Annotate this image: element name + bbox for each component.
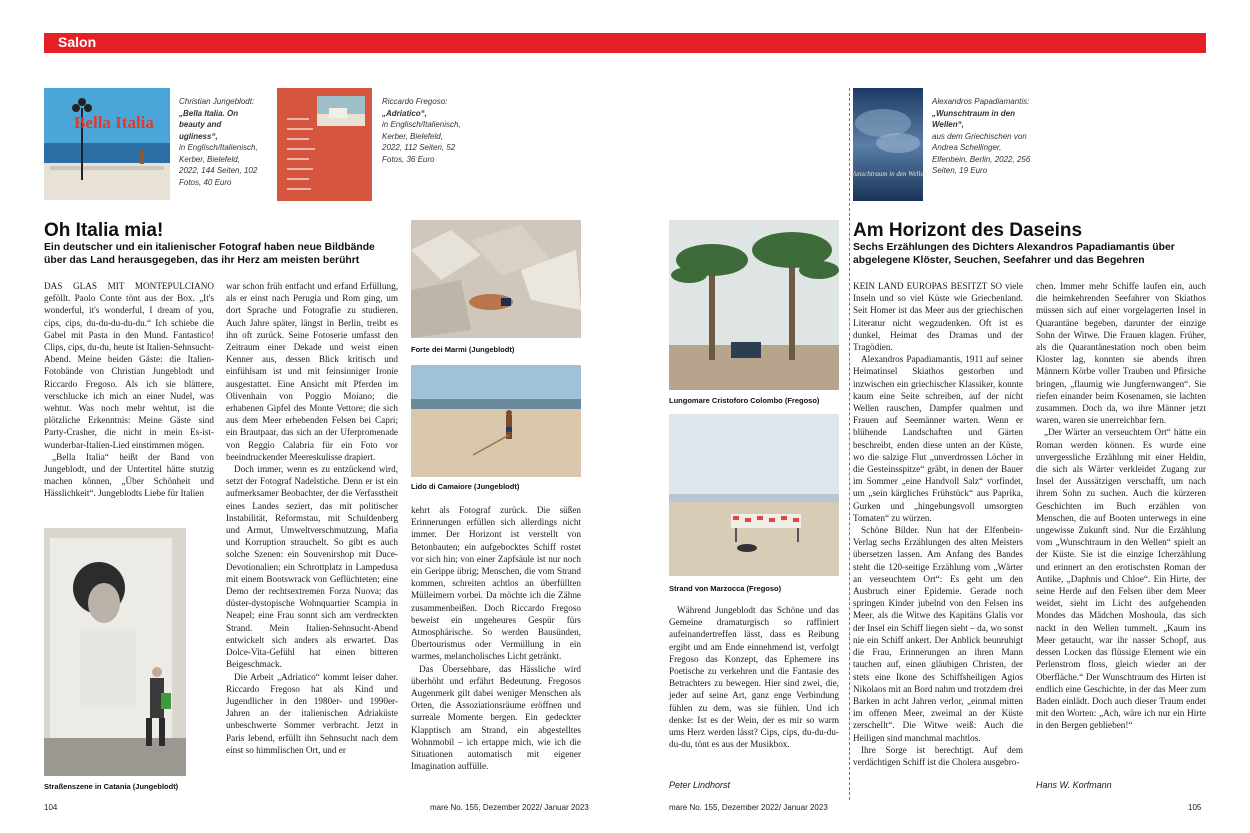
a1-col3-p1: kehrt als Fotograf zurück. Die süßen Erinnerungen erfüllen sich allerdings nicht immer. Der Horizont ist verstellt von Betonbauten; ein aufgebocktes Schiff rostet vor sich hin; von einer Zapfsäule ist nur noch ein Gerippe übrig; Menschen, die vom Strand kommen, schreiten achtlos an überfüllten Mülleimern vorbei. Da möchte ich die Zähne zusammenbeißen. Doch Riccardo Fregoso beweist ein ungeheures Gespür fürs Atmosphärische. So werden Bausünden, Übertourismus oder Vermüllung in ein warmes, melancholisches Licht getränkt.: [411, 505, 581, 662]
article2-headline: Am Horizont des Daseins: [853, 220, 1083, 241]
caption-marzocca: Strand von Marzocca (Fregoso): [669, 584, 782, 593]
article1-col3: [411, 504, 581, 794]
book-cover-adriatico: [277, 88, 372, 201]
book1-title: „Bella Italia. On beauty and ugliness“,: [179, 108, 239, 141]
cover3-title-text: Wunschtraum in den Wellen: [848, 170, 928, 178]
caption-forte-dei-marmi: Forte dei Marmi (Jungeblodt): [411, 345, 515, 354]
caption-lido-di-camaiore: Lido di Camaiore (Jungeblodt): [411, 482, 520, 491]
a1-col4-p1: Während Jungeblodt das Schöne und das Gemeine dramaturgisch so raffiniert aufeinandertreffen lässt, dass es Reibung ergibt und am Ende einnehmend ist, verfolgt Fregoso das Konzept, das Ephemere ins Poetische zu verkehren und die Fantasie des Betrachters zu bewegen. Hier sind zwei, die, jeder auf seine Art, ganz enge Verbindung fühlen zu dem, was sie fühlen. Und ich denke: Ist es der Wein, der es mir so warm ums Herz werden lässt? Cips, cips, du-du-du-du-du, tönt es aus der Musikbox.: [669, 605, 839, 750]
signature-lindhorst: Peter Lindhorst: [669, 780, 731, 790]
book3-info: [932, 96, 1032, 177]
photo-forte-dei-marmi: [411, 220, 581, 338]
a2-col1-p1: KEIN LAND EUROPAS BESITZT SO viele Inseln und so viel Küste wie Griechenland. Seit Homer ist das Meer aus der griechischen Literatur nicht wegzudenken. Oft ist es dunkel, Heimat des Dramas und der Tragödien.: [853, 281, 1023, 353]
article2-col2: [1036, 280, 1206, 776]
article1-col2: [226, 280, 398, 792]
caption-catania: Straßenszene in Catania (Jungeblodt): [44, 782, 179, 791]
article2-col1: [853, 280, 1023, 778]
a1-col3-p2: Das Übersehbare, das Hässliche wird überhöht und erfährt Bedeutung. Fregosos Augenmerk gilt dabei weniger Menschen als Orten, die Assoziationsräume eröffnen und surreale Momente bergen. Ein gedeckter Klapptisch am Strand, ein abgestelltes Wohnmobil – ich ertappe mich, wie ich die Situationen automatisch mit eigener Imagination auffülle.: [411, 663, 581, 772]
book2-details: in Englisch/Italienisch, Kerber, Bielefeld, 2022, 112 Seiten, 52 Fotos, 36 Euro: [382, 120, 461, 164]
a2-col1-p4: Ihre Sorge ist berechtigt. Auf dem verdächtigen Schiff ist die Cholera ausgebro-: [853, 744, 1023, 767]
photo-lungomare: [669, 220, 839, 390]
a2-col2-p2: „Der Wärter an verseuchtem Ort“ hätte ein Roman werden können. Es wurde eine unvergessliche Erzählung mit einer Heldin, die sich als Wärter verkleidet Zugang zur Insel der Aussätzigen verschafft, um nach ihrem Sohn zu suchen. Auch die kürzeren Geschichten im Buch erzählen von Menschen, die auf Booten unterwegs in eine ungewisse Zukunft sind. Nur die Erzählung vom „Wunschtraum in den Wellen“ spielt an der Küste. Sie ist die einzige Icherzählung und erinnert an den erotischsten Roman der Antike, „Daphnis und Chloe“. Ein Hirte, der seine Herde auf den Felsen über dem Meer weidet, sieht im Licht des aufgehenden Mondes das Mädchen Moshoula, das sich nackt in den Wellen tummelt. „Kaum ins Meer getaucht, war ihr nasser Schopf, aus dessen Locken das flüssige Element wie ein Perlenstrom floss, gleich wieder an der Oberfläche.“ Der Wunschtraum des Hirten ist endlich eine Geschichte, in der das Meer zum Baden einlädt. Doch auch dieser Traum endet mit den Worten: „Ach, wäre ich nur ein Hirte in den Bergen geblieben!“: [1036, 427, 1206, 731]
book1-info: [179, 96, 259, 188]
book3-title: „Wunschtraum in den Wellen“,: [932, 108, 1015, 129]
book-cover-wunschtraum: [848, 88, 928, 201]
page-number-right: 105: [1188, 803, 1202, 812]
article2-deck: Sechs Erzählungen des Dichters Alexandros Papadiamantis über abgelegene Klöster, Seuchen, Seefahrer und das Begehren: [853, 242, 1175, 266]
book3-author: Alexandros Papadiamantis:: [932, 97, 1030, 106]
photo-lido-di-camaiore: [411, 365, 581, 477]
a1-col1-p1: DAS GLAS MIT MONTEPULCIANO geföllt. Paolo Conte tönt aus der Box. „It's wonderful, it's wonderful, I dream of you, cips, cips, du-du-du-du-du.“ Ich schiebe die Gabel mit Pasta in den Mund. Fantastico! Clips, cips, du-du, heute ist Italien-Sehnsucht-Abend. Meine beiden Gäste: die Italien-Fotobände von Christian Jungeblodt und Riccardo Fregoso. Als ich sie blättere, verschlucke ich mich an einer Nudel, was wehtut. Was noch mehr wehtut, ist die plötzliche Erkenntnis: Meine Gäste sind Party-Crasher, die nicht in mein Es-ist-wunderbar-Italien-Lied einstimmen mögen.: [44, 281, 214, 450]
column-divider: [849, 88, 850, 800]
section-label: Salon: [58, 34, 97, 50]
photo-marzocca: [669, 414, 839, 576]
page-number-left: 104: [44, 803, 58, 812]
a2-col2-p1: chen. Immer mehr Schiffe laufen ein, auch die heimkehrenden Seefahrer von Skiathos müssen sich auf einer vorgelagerten Insel in Quarantäne begeben, darunter der einzige Sohn der Witwe. Die Frauen klagen. Früher, als die Quarantänestation noch oben beim Kloster lag, konnten sie abends ihren Männern Körbe voller Trauben und Pfirsiche bringen, „flaumig wie Jungfernwangen“. Sie riefen einander beim Kosenamen, sie lachten zusammen. Doch da, wo ihre Männer jetzt waren, waren sie unerreichbar fern.: [1036, 281, 1206, 426]
a1-col1-p2: „Bella Italia“ heißt der Band von Jungeblodt, und der Untertitel hätte stutzig machen können, „Über Schönheit und Hässlichkeit“. Jungeblodts Liebe für Italien: [44, 451, 214, 499]
a1-col2-p1: war schon früh entfacht und erfand Erfüllung, als er einst nach Perugia und Rom ging, um dort Sprache und Fotografie zu studieren. Auch Jahre später, längst in Berlin, treibt es ihn oft zurück. Seine Fotoserie umfasst den Zeitraum einer Dekade und weist einen Kenner aus, dessen Blick kritisch und einfühlsam ist und mit feinsinniger Ironie ausgestattet. Eine Ansicht mit Pferden im Olivenhain von Poggio Moiano; die erhabenen Gipfel des Monte Vettore; die sich aus dem Meer erhebenden Felsen bei Capri; ein Brautpaar, das sich an der Uferpromenade von Reggio Calabria für ein Foto vor beeindruckender Meereskulisse drapiert.: [226, 281, 398, 462]
book2-info: [382, 96, 464, 165]
photo-catania: [44, 528, 186, 776]
a1-col2-p3: Die Arbeit „Adriatico“ kommt leiser daher. Riccardo Fregoso hat als Kind und Jugendlicher in den 1980er- und 1990er-Jahren an der italienischen Adriaküste unbeschwerte Sommer verbracht. Jetzt in Paris lebend, erfüllt ihn Sehnsucht nach dem einst so himmlischen Ort, und er: [226, 671, 398, 755]
signature-korfmann: Hans W. Korfmann: [1036, 780, 1112, 790]
book2-author: Riccardo Fregoso:: [382, 97, 448, 106]
article1-col4: [669, 604, 839, 774]
article1-headline: Oh Italia mia!: [44, 220, 164, 241]
article1-col1: [44, 280, 214, 520]
a2-col1-p3: Schöne Bilder. Nun hat der Elfenbein-Verlag sechs Erzählungen des alten Meisters übersetzen lassen. Am Anfang des Bandes steht die 120-seitige Erzählung vom „Wärter an verseuchtem Ort“: Es geht um den Ausbruch einer Epidemie. Gerade noch springen Kinder jubelnd von den Felsen ins Meer, als die Witwe des Kapitäns Glalis vor der Insel ein Schiff liegen sieht – da, wo sonst nie ein Schiff ankert. Der Anblick beunruhigt die Frau, Erinnerungen an ihren Mann tauchen auf, einen gläubigen Christen, der stets eine Ikone des Schiffsheiligen Agios Nikolaos mit an Bord nahm und trotzdem drei Barken in acht Jahren verlor, „einmal mitten im offenen Meer, zweimal an der Küste zerschellt“. Die Witwe weiß: Auch die Heiligen sind manchmal machtlos.: [853, 525, 1023, 743]
a1-col2-p2: Doch immer, wenn es zu entzückend wird, setzt der Fotograf Nadelstiche. Denn er ist ein aufmerksamer Beobachter, der die Verfasstheit eines Landes seziert, das mit politischer Instabilität, Reformstau, mit Schuldenberg und Armut, Umweltverschmutzung, Mafia und Korruption strauchelt. So gibt es auch solche Szenen: ein Souvenirshop mit Duce-Devotionalien; ein Schrottplatz in Lampedusa mit einem Bootswrack von Geflüchteten; eine Demo der rechtsextremen Forza Nuova; das düster-dystopische Wohnquartier Scampia in Neapel; eine Frau sonnt sich am verdreckten Strand. Mein Italien-Sehnsucht-Abend entwickelt sich anders als erwartet. Das Dolce-Vita-Gefühl hat einen bitteren Beigeschmack.: [226, 464, 398, 670]
cover-title-text: Bella Italia: [74, 113, 154, 132]
book1-details: in Englisch/Italienisch, Kerber, Bielefeld, 2022, 144 Seiten, 102 Fotos, 40 Euro: [179, 143, 258, 187]
issue-line-left: mare No. 155, Dezember 2022/ Januar 2023: [430, 803, 589, 812]
section-bar: [44, 33, 1206, 53]
issue-line-right: mare No. 155, Dezember 2022/ Januar 2023: [669, 803, 828, 812]
book2-title: „Adriatico“,: [382, 108, 427, 118]
article1-deck: Ein deutscher und ein italienischer Fotograf haben neue Bildbände über das Land herausgegeben, das ihr Herz am meisten berührt: [44, 242, 375, 266]
book1-author: Christian Jungeblodt:: [179, 97, 255, 106]
caption-lungomare: Lungomare Cristoforo Colombo (Fregoso): [669, 396, 820, 405]
book-cover-bella-italia: [44, 88, 170, 200]
a2-col1-p2: Alexandros Papadiamantis, 1911 auf seiner Heimatinsel Skiathos gestorben und inzwischen ein griechischer Klassiker, konnte kaum eine Seite schreiben, auf der nicht Wellen rauschen, Dampfer qualmen und Frauen auf Seemänner warten. Wenn er blühende Landschaften und Gärten beschreibt, enden diese unten an der Küste, wo die salzige Flut „unverdrossen Löcher in die Gesteinsspitze“ gräbt, in denen der Bauer im Sommer „eine Handvoll Salz“ vorfindet, um „sein kärgliches Frühstück“ aus Paprika, Gurken und „hingebungsvoll umsorgten Tomaten“ zu würzen.: [853, 354, 1023, 523]
book3-details: aus dem Griechischen von Andrea Schellinger, Elfenbein, Berlin, 2022, 256 Seiten, 19 Euro: [932, 131, 1031, 175]
